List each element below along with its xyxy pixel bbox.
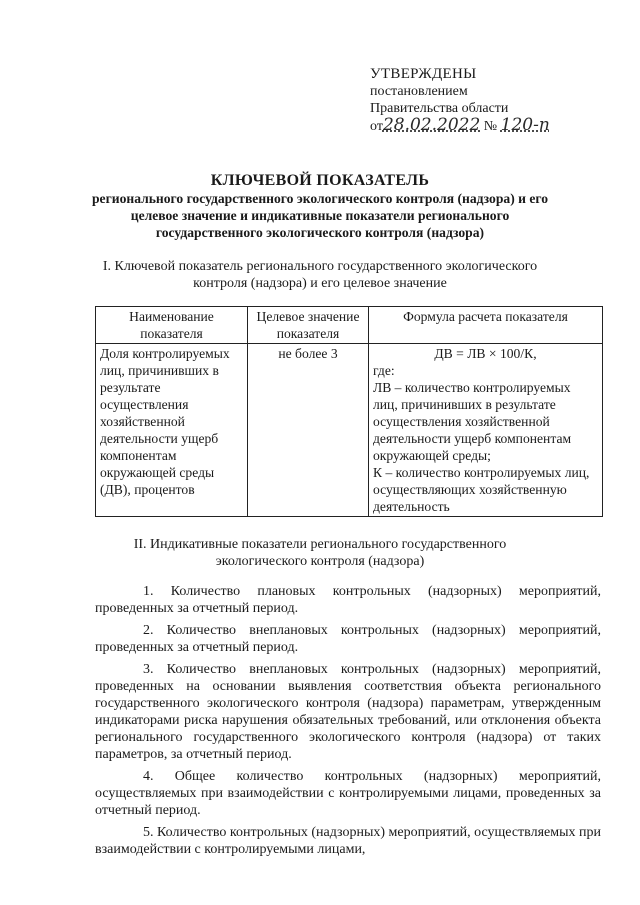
table-cell-formula [369,344,603,517]
indicator-list [95,583,601,863]
title-sub: регионального государственного экологического контроля (надзора) и его целевое значение и индикативные показатели регионального государственного экологического контроля (надзора) [91,191,549,240]
list-item: 3. Количество внеплановых контрольных (надзорных) мероприятий, проведенных на основании выявления соответствия объекта регионального государственного экологического контроля (надзора) параметрам, утвержденным индикаторами риска нарушения обязательных требований, или отклонения объекта регионального государственного экологического контроля (надзора) от таких параметров, за отчетный период. [95,662,601,762]
formula-where: где: [373,363,395,378]
formula-expression: ДВ = ЛВ × 100/К, [434,346,537,361]
formula-definition-2: К – количество контролируемых лиц, осуществляющих хозяйственную деятельность [373,465,590,514]
table-header-name: Наименование показателя [96,307,248,344]
table-header-target: Целевое значение показателя [248,307,369,344]
table-header-formula: Формула расчета показателя [369,307,603,344]
table-row [96,344,603,517]
document-title [80,172,560,241]
approval-number-sign: № [483,119,498,134]
table-header-row [96,307,603,344]
approval-number: 120-п [500,115,550,135]
title-main: КЛЮЧЕВОЙ ПОКАЗАТЕЛЬ [210,172,430,189]
table-cell-target: не более 3 [248,344,369,517]
list-item: 4. Общее количество контрольных (надзорных) мероприятий, осуществляемых при взаимодействии с контролируемыми лицами, проведенных за отчетный период. [95,769,601,818]
approval-line-1: постановлением [370,84,468,99]
list-item: 5. Количество контрольных (надзорных) мероприятий, осуществляемых при взаимодействии с контролируемыми лицами, [95,825,601,857]
approval-block [370,66,620,135]
key-indicator-table [95,306,603,517]
formula-definition-1: ЛВ – количество контролируемых лиц, причинивших в результате осуществления хозяйственной деятельности ущерб компонентам окружающей среды; [373,380,572,463]
list-item: 2. Количество внеплановых контрольных (надзорных) мероприятий, проведенных за отчетный период. [95,623,601,655]
approval-from-prefix: от [370,119,383,134]
section-2-heading: II. Индикативные показатели регионального государственного экологического контроля (надзора) [133,537,507,569]
table-cell-name: Доля контролируемых лиц, причинивших в результате осуществления хозяйственной деятельности ущерб компонентам окружающей среды (ДВ), процентов [96,344,248,517]
section-1-heading: I. Ключевой показатель регионального государственного экологического контроля (надзора) и его целевое значение [102,259,538,291]
approval-heading: УТВЕРЖДЕНЫ [370,66,477,82]
approval-date-line [370,117,620,135]
list-item: 1. Количество плановых контрольных (надзорных) мероприятий, проведенных за отчетный период. [95,584,601,616]
approval-line-2: Правительства области [370,101,509,116]
approval-date: 28.02.2022 [382,115,481,135]
